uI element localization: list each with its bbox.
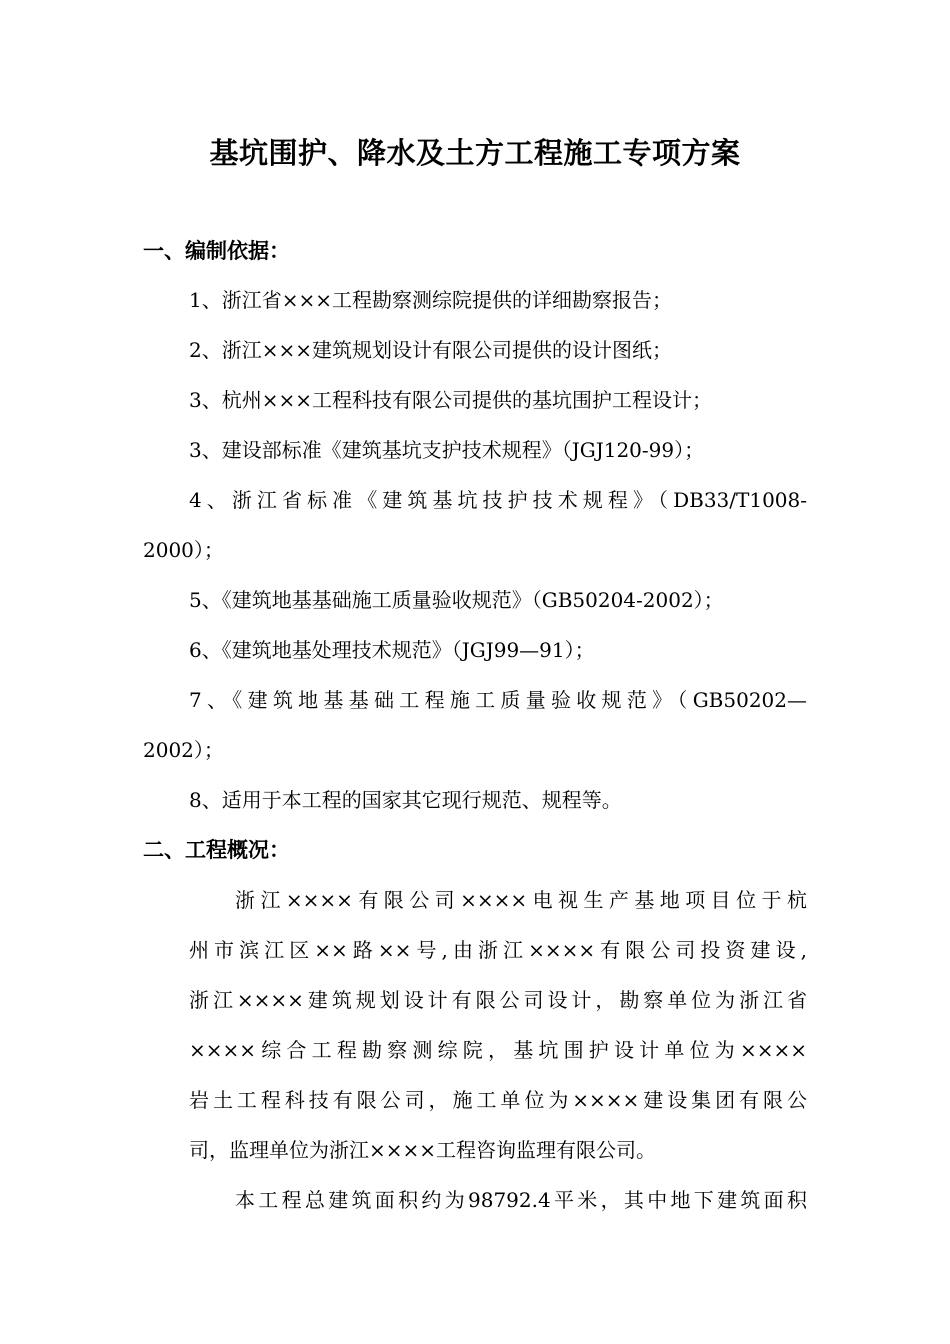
overview-paragraph-line: 浙江××××有限公司××××电视生产基地项目位于杭 — [235, 888, 807, 912]
basis-item: 1、浙江省×××工程勘察测综院提供的详细勘察报告； — [189, 288, 672, 312]
basis-item-continuation: 2000）； — [143, 538, 224, 562]
overview-paragraph-line: ××××综合工程勘察测综院，基坑围护设计单位为×××× — [189, 1038, 807, 1062]
section-heading-basis: 一、编制依据： — [143, 239, 290, 263]
section-heading-overview: 二、工程概况： — [143, 838, 290, 862]
overview-paragraph-line: 岩土工程科技有限公司，施工单位为××××建设集团有限公 — [189, 1088, 807, 1112]
basis-item: 8、适用于本工程的国家其它现行规范、规程等。 — [189, 788, 622, 812]
area-paragraph-line: 本工程总建筑面积约为98792.4平米，其中地下建筑面积 — [235, 1188, 807, 1212]
basis-item: 4、浙江省标准《建筑基坑技护技术规程》（DB33/T1008- — [189, 488, 807, 512]
basis-item: 3、建设部标准《建筑基坑支护技术规程》（JGJ120-99）； — [189, 438, 705, 462]
basis-item: 2、浙江×××建筑规划设计有限公司提供的设计图纸； — [189, 338, 672, 362]
basis-item: 7、《建筑地基基础工程施工质量验收规范》（GB50202— — [189, 688, 807, 712]
basis-item: 5、《建筑地基基础施工质量验收规范》（GB50204-2002）； — [189, 588, 724, 612]
overview-paragraph-line: 司，监理单位为浙江××××工程咨询监理有限公司。 — [189, 1138, 657, 1162]
basis-item-continuation: 2002）； — [143, 738, 224, 762]
basis-item: 3、杭州×××工程科技有限公司提供的基坑围护工程设计； — [189, 388, 712, 412]
basis-item: 6、《建筑地基处理技术规范》（JGJ99—91）； — [189, 638, 595, 662]
overview-paragraph-line: 浙江××××建筑规划设计有限公司设计，勘察单位为浙江省 — [189, 988, 807, 1012]
overview-paragraph-line: 州市滨江区××路××号,由浙江××××有限公司投资建设, — [189, 938, 807, 962]
document-title: 基坑围护、降水及土方工程施工专项方案 — [209, 136, 741, 170]
